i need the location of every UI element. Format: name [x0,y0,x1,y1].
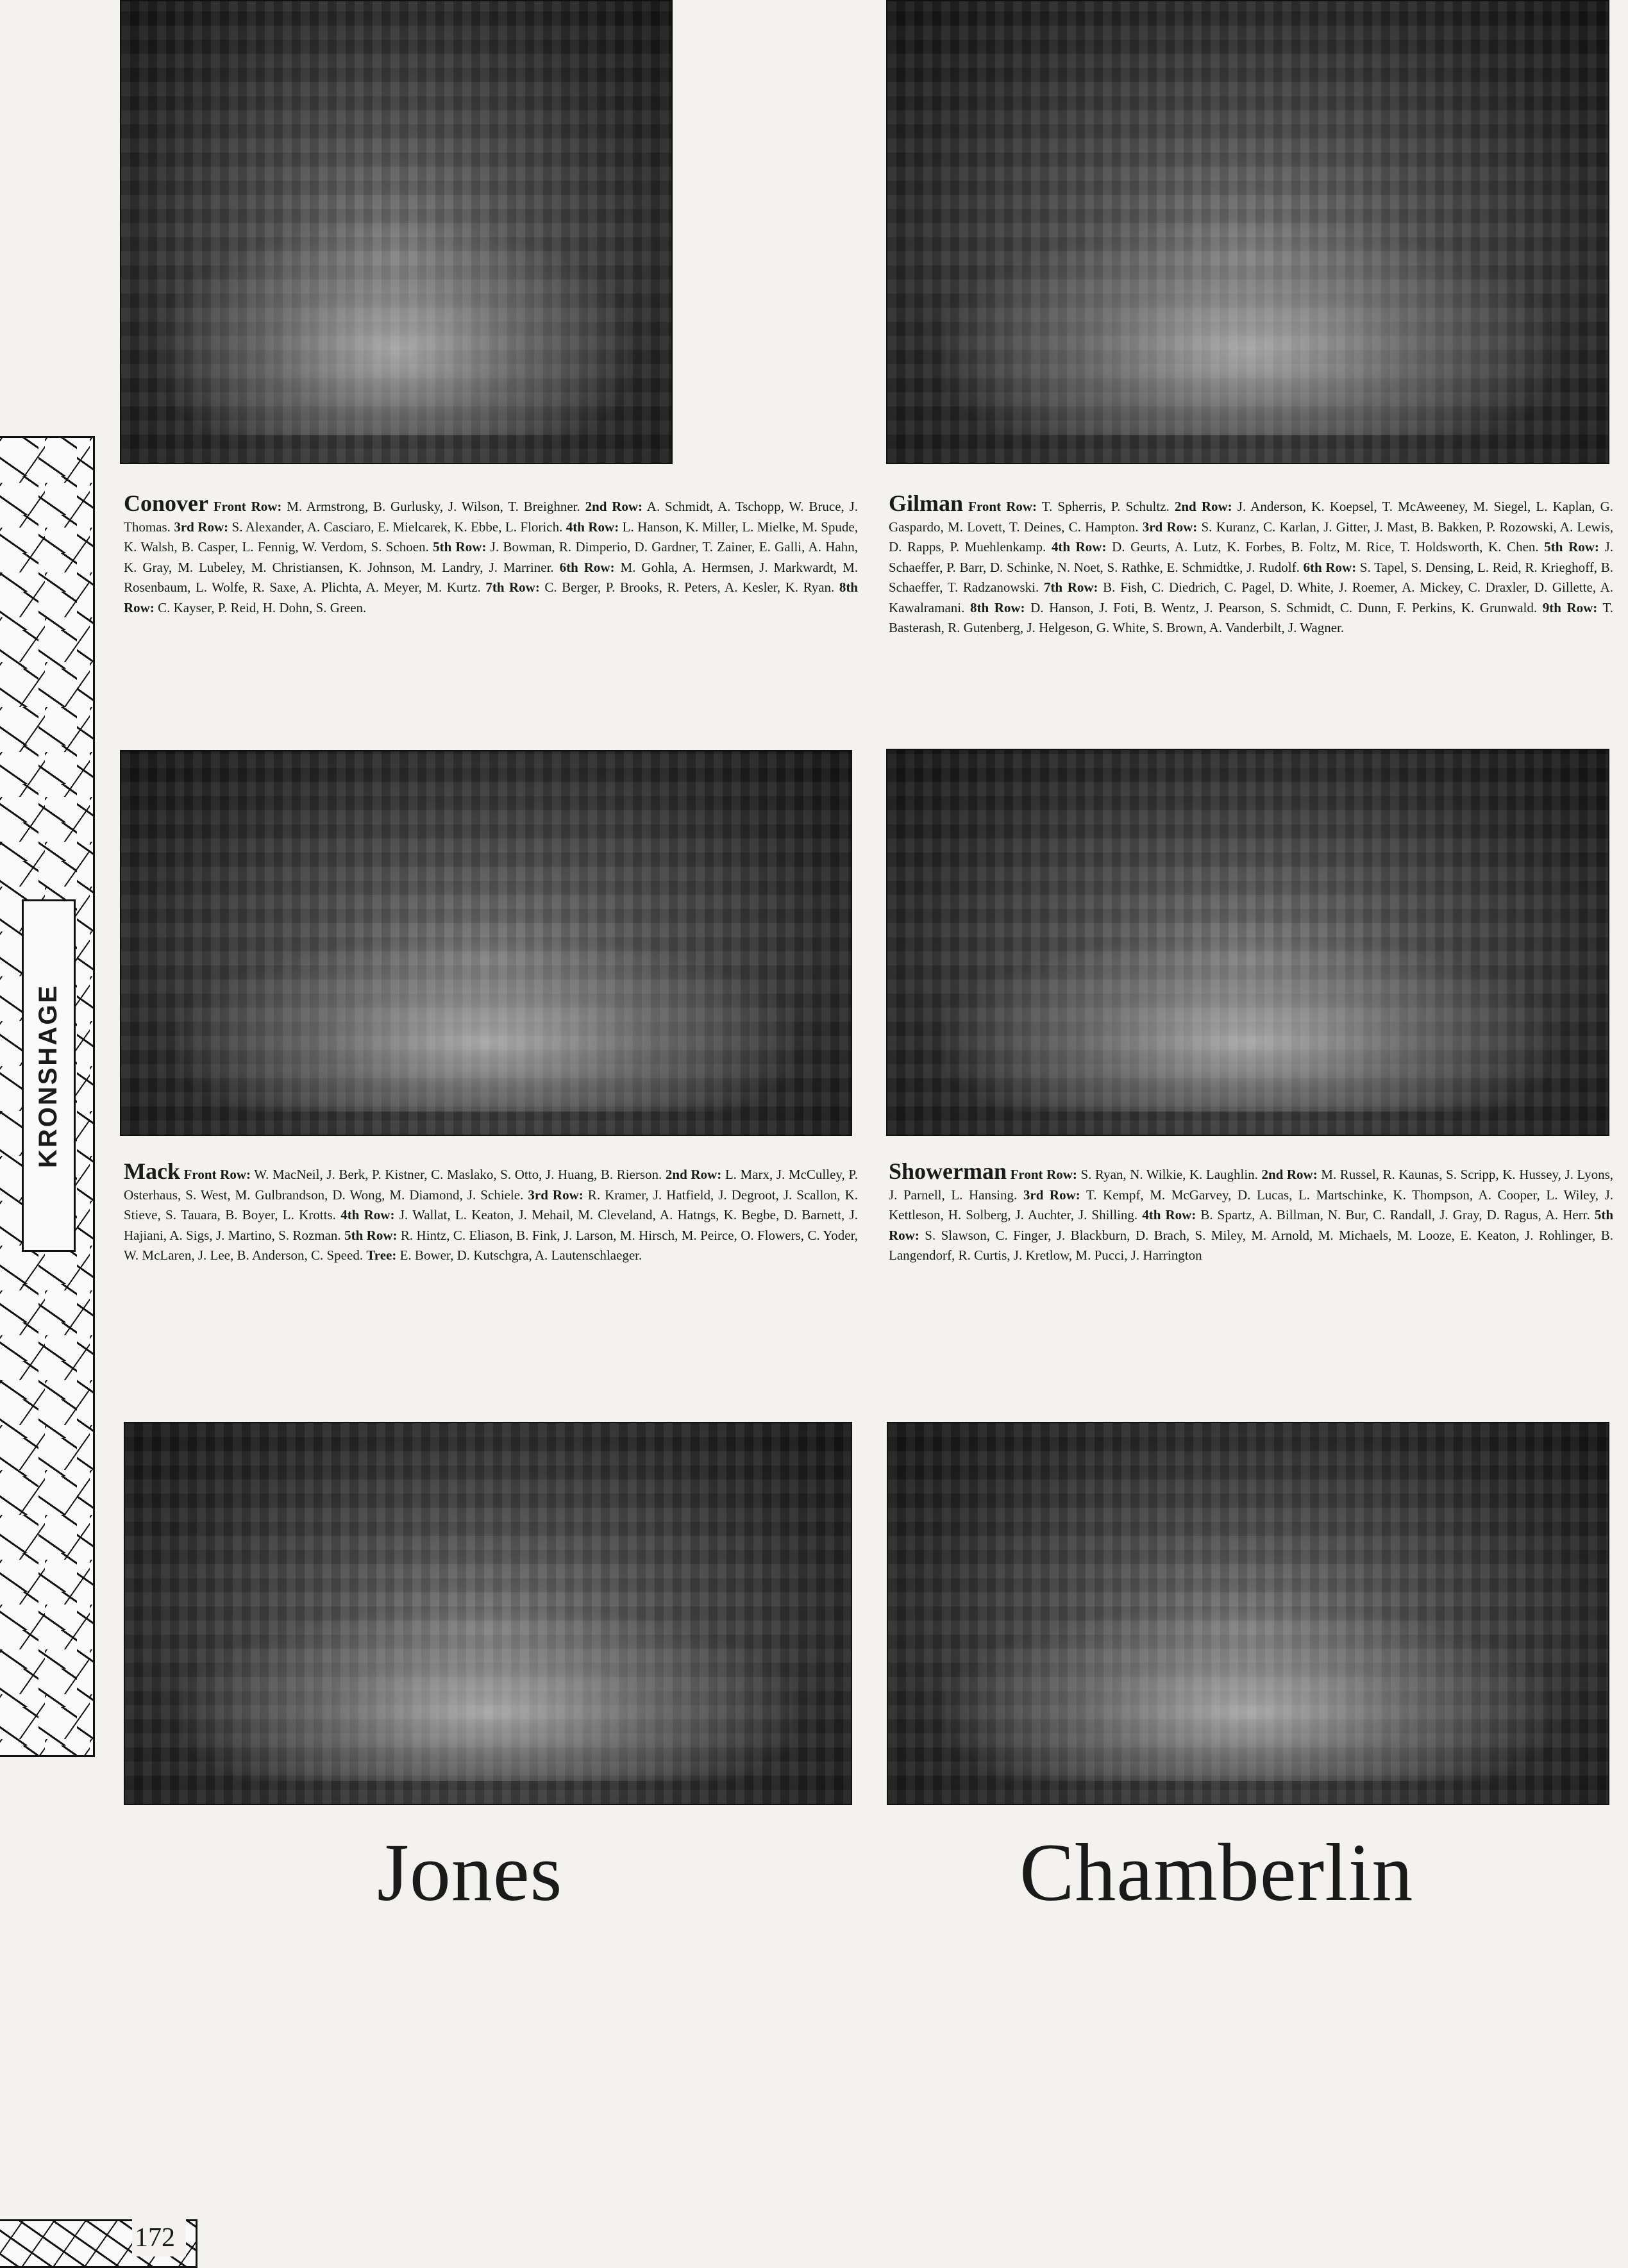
caption-row-label: 8th Row: [969,599,1025,615]
caption-names: J. Wallat, L. Keaton, J. Mehail, M. Cleveland, A. Hatngs, K. Begbe, D. Barnett, J. Hajiani, A. Sigs, J. Martino, S. Rozman. [124,1207,859,1243]
caption-names: J. Anderson, K. Koepsel, T. McAweeney, M. Siegel, L. Kaplan, G. Gaspardo, M. Lovett, T. Deines, C. Hampton. [889,499,1614,535]
caption-names: R. Hintz, C. Eliason, B. Fink, J. Larson, M. Hirsch, M. Peirce, O. Flowers, C. Yoder, W. McLaren, J. Lee, B. Anderson, C. Speed. [124,1227,859,1263]
caption-names: C. Berger, P. Brooks, R. Peters, A. Kesler, K. Ryan. [539,580,839,595]
caption-row-label: 5th Row: [1544,539,1599,554]
conover-photo [120,0,673,464]
jones-title: Jones [377,1827,563,1918]
caption-row-label: 6th Row: [1303,559,1357,575]
caption-hall-name: Gilman [889,490,964,516]
caption-row-label: Front Row: [1010,1167,1077,1182]
jones-photo [124,1422,852,1805]
caption-names: J. Bowman, R. Dimperio, D. Gardner, T. Zainer, E. Galli, A. Hahn, K. Gray, M. Lubeley, M. Christiansen, K. Johnson, M. Landry, J. Marriner. [124,539,858,575]
caption-row-label: 2nd Row: [1261,1167,1318,1182]
caption-names: W. MacNeil, J. Berk, P. Kistner, C. Maslako, S. Otto, J. Huang, B. Rierson. [251,1167,666,1182]
caption-row-label: 5th Row: [433,539,487,554]
caption-names: J. Schaeffer, P. Barr, D. Schinke, N. Noet, S. Rathke, E. Schmidtke, J. Rudolf. [889,539,1613,575]
caption-row-label: 8th Row: [124,580,858,615]
caption-row-label: 5th Row: [889,1207,1614,1243]
caption-row-label: 3rd Row: [174,519,229,535]
caption-row-label: Front Row: [968,499,1037,514]
gilman-photo [886,0,1609,464]
caption-row-label: 2nd Row: [665,1167,722,1182]
caption-names: S. Slawson, C. Finger, J. Blackburn, D. Brach, S. Miley, M. Arnold, M. Michaels, M. Looze, E. Keaton, J. Rohlinger, B. Langendorf, R. Curtis, J. Kretlow, M. Pucci, J. Harrington [889,1227,1613,1263]
caption-row-label: Front Row: [183,1167,251,1182]
caption-hall-name: Showerman [889,1158,1007,1184]
caption-names: L. Marx, J. McCulley, P. Osterhaus, S. West, M. Gulbrandson, D. Wong, M. Diamond, J. Schiele. [124,1167,859,1203]
caption-names: E. Bower, D. Kutschgra, A. Lautenschlaeger. [396,1247,642,1263]
caption-names: T. Kempf, M. McGarvey, D. Lucas, L. Martschinke, K. Thompson, A. Cooper, L. Wiley, J. Kettleson, H. Solberg, J. Auchter, J. Shilling. [889,1187,1614,1222]
section-label: KRONSHAGE [34,983,63,1168]
caption-row-label: 6th Row: [559,559,615,575]
caption-names: T. Spherris, P. Schultz. [1037,499,1175,514]
caption-row-label: 4th Row: [340,1207,395,1222]
page-number: 172 [132,2219,186,2256]
mack-caption [124,1158,859,1266]
caption-row-label: 3rd Row: [1142,519,1198,535]
caption-row-label: 3rd Row: [1023,1187,1080,1203]
caption-row-label: 4th Row: [566,519,619,535]
caption-row-label: Tree: [366,1247,397,1263]
caption-row-label: 7th Row: [485,580,540,595]
caption-names: B. Spartz, A. Billman, N. Bur, C. Randall, J. Gray, D. Ragus, A. Herr. [1196,1207,1595,1222]
mack-photo [120,750,852,1136]
showerman-caption [889,1158,1614,1266]
caption-row-label: 4th Row: [1051,539,1107,554]
caption-row-label: 4th Row: [1142,1207,1196,1222]
caption-row-label: 5th Row: [344,1227,398,1243]
caption-row-label: 2nd Row: [585,499,643,514]
chamberlin-photo [887,1422,1609,1805]
caption-hall-name: Mack [124,1158,180,1184]
side-label-box [22,899,76,1252]
showerman-photo [886,749,1609,1136]
caption-names: B. Fish, C. Diedrich, C. Pagel, D. White, J. Roemer, A. Mickey, C. Draxler, D. Gillette, A. Kawalramani. [889,580,1613,615]
caption-row-label: 3rd Row: [528,1187,583,1203]
caption-names: M. Russel, R. Kaunas, S. Scripp, K. Hussey, J. Lyons, J. Parnell, L. Hansing. [889,1167,1614,1203]
caption-names: A. Schmidt, A. Tschopp, W. Bruce, J. Thomas. [124,499,859,535]
caption-row-label: 7th Row: [1043,580,1098,595]
caption-row-label: 9th Row: [1542,599,1598,615]
caption-row-label: 2nd Row: [1174,499,1232,514]
caption-names: C. Kayser, P. Reid, H. Dohn, S. Green. [154,599,367,615]
caption-names: S. Kuranz, C. Karlan, J. Gitter, J. Mast, B. Bakken, P. Rozowski, A. Lewis, D. Rapps, P. Muehlenkamp. [889,519,1613,554]
conover-caption [124,490,859,618]
caption-names: S. Ryan, N. Wilkie, K. Laughlin. [1077,1167,1262,1182]
gilman-caption [889,490,1614,638]
caption-names: D. Hanson, J. Foti, B. Wentz, J. Pearson, S. Schmidt, C. Dunn, F. Perkins, K. Grunwald. [1025,599,1543,615]
caption-hall-name: Conover [124,490,208,516]
caption-names: M. Armstrong, B. Gurlusky, J. Wilson, T. Breighner. [281,499,585,514]
caption-names: M. Gohla, A. Hermsen, J. Markwardt, M. Rosenbaum, L. Wolfe, R. Saxe, A. Plichta, A. Meyer, M. Kurtz. [124,559,858,595]
chamberlin-title: Chamberlin [1020,1827,1414,1918]
caption-row-label: Front Row: [213,499,282,514]
caption-names: T. Basterash, R. Gutenberg, J. Helgeson, G. White, S. Brown, A. Vanderbilt, J. Wagner. [889,599,1614,635]
caption-names: D. Geurts, A. Lutz, K. Forbes, B. Foltz, M. Rice, T. Holdsworth, K. Chen. [1106,539,1545,554]
caption-names: S. Alexander, A. Casciaro, E. Mielcarek, K. Ebbe, L. Florich. [228,519,566,535]
caption-names: S. Tapel, S. Densing, L. Reid, R. Krieghoff, B. Schaeffer, T. Radzanowski. [889,559,1613,595]
caption-names: L. Hanson, K. Miller, L. Mielke, M. Spude, K. Walsh, B. Casper, L. Fennig, W. Verdom, S. Schoen. [124,519,858,554]
caption-names: R. Kramer, J. Hatfield, J. Degroot, J. Scallon, K. Stieve, S. Tauara, B. Boyer, L. Krotts. [124,1187,859,1222]
